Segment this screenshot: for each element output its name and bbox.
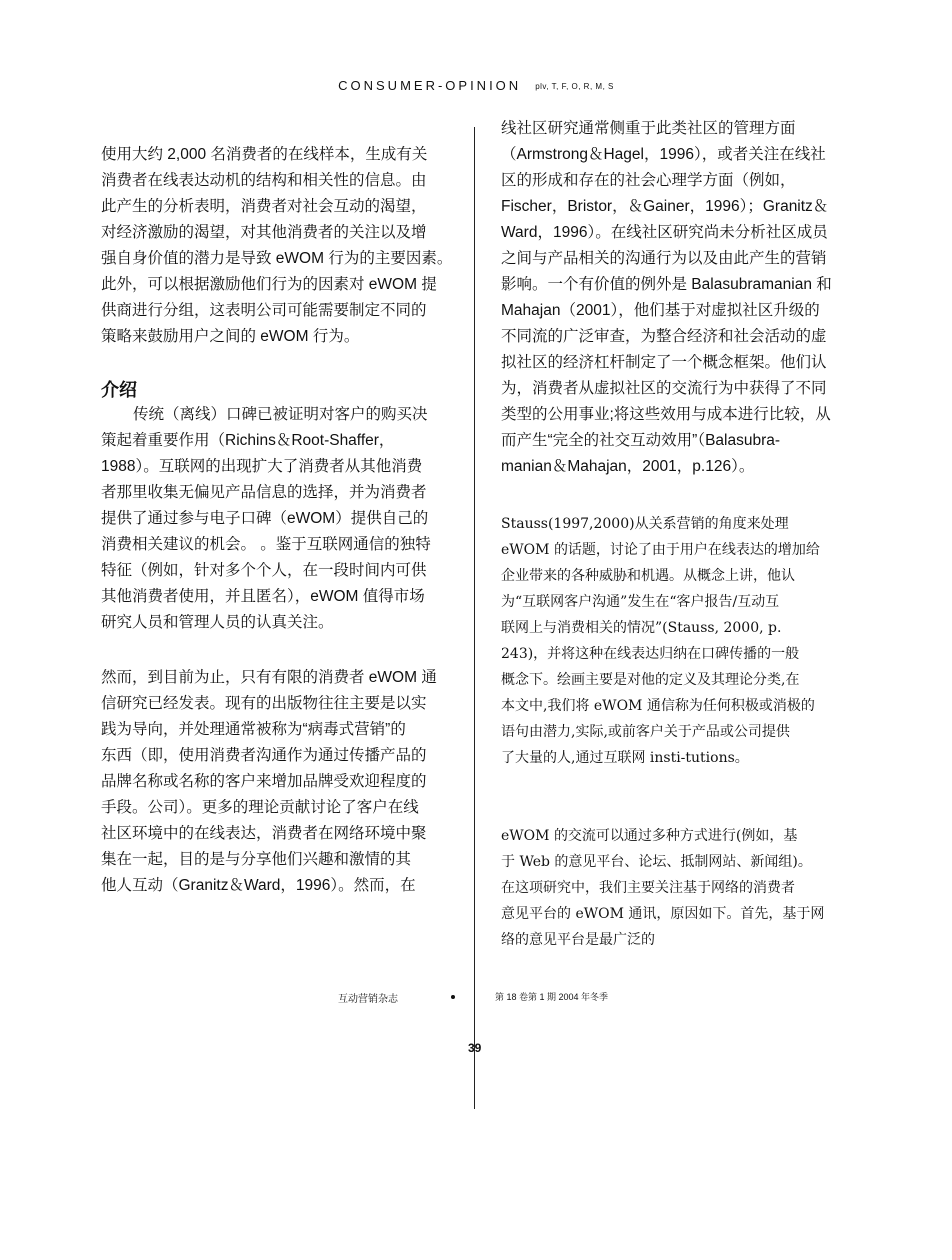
- text-line: 他人互动（Granitz＆Ward，1996）。然而，在: [101, 877, 416, 894]
- text-line: 特征（例如，针对多个个人，在一段时间内可供: [101, 562, 427, 579]
- text-line: 此产生的分析表明，消费者对社会互动的渴望，: [101, 198, 427, 215]
- running-header: [0, 78, 952, 93]
- text-line: Fischer，Bristor，＆Gainer，1996）；Granitz＆: [501, 198, 829, 215]
- text-line: 不同流的广泛审查，为整合经济和社会活动的虚: [501, 328, 827, 345]
- right-column-para-1: [501, 116, 832, 480]
- text-line: Ward，1996）。在线社区研究尚未分析社区成员: [501, 224, 828, 241]
- text-line: 企业带来的各种威胁和机遇。从概念上讲，他认: [501, 568, 795, 584]
- text-line: 此外，可以根据激励他们行为的因素对 eWOM 提: [101, 276, 437, 293]
- text-line: 信研究已经发表。现有的出版物往往主要是以实: [101, 695, 427, 712]
- section-heading: 介绍: [101, 380, 137, 401]
- text-line: 于 Web 的意见平台、论坛、抵制网站、新闻组)。: [501, 854, 812, 870]
- text-line: 意见平台的 eWOM 通讯，原因如下。首先，基于网: [501, 906, 825, 922]
- footer-issue: 第 18 卷第 1 期 2004 年冬季: [495, 992, 609, 1002]
- text-line: 之间与产品相关的沟通行为以及由此产生的营销: [501, 250, 827, 267]
- text-line: 传统（离线）口碑已被证明对客户的购买决: [133, 406, 428, 423]
- text-line: 供商进行分组，这表明公司可能需要制定不同的: [101, 302, 427, 319]
- text-line: 影响。一个有价值的例外是 Balasubramanian 和: [501, 276, 832, 293]
- text-line: 了大量的人,通过互联网 insti-tutions。: [501, 750, 749, 766]
- text-line: 类型的公用事业;将这些效用与成本进行比较，从: [501, 406, 831, 423]
- text-line: 使用大约 2,000 名消费者的在线样本，生成有关: [101, 146, 428, 163]
- text-line: 然而，到目前为止，只有有限的消费者 eWOM 通: [101, 669, 437, 686]
- text-line: 为，消费者从虚拟社区的交流行为中获得了不同: [501, 380, 827, 397]
- header-title: CONSUMER-OPINION: [338, 78, 522, 93]
- text-line: 在这项研究中，我们主要关注基于网络的消费者: [501, 880, 795, 896]
- text-line: Stauss(1997,2000)从关系营销的角度来处理: [501, 516, 789, 532]
- text-line: 研究人员和管理人员的认真关注。: [101, 614, 334, 631]
- column-divider: [474, 127, 475, 1109]
- right-column-para-3: [501, 823, 824, 953]
- text-line: 践为导向，并处理通常被称为“病毒式营销”的: [101, 721, 406, 738]
- left-column-para-3: [101, 665, 437, 899]
- text-line: 而产生“完全的社交互动效用”（Balasubra-: [501, 432, 781, 449]
- bullet-icon: [451, 995, 455, 999]
- text-line: 策略来鼓励用户之间的 eWOM 行为。: [101, 328, 360, 345]
- text-line: 品牌名称或名称的客户来增加品牌受欢迎程度的: [101, 773, 427, 790]
- text-line: 强自身价值的潜力是导致 eWOM 行为的主要因素。: [101, 250, 453, 267]
- text-line: 络的意见平台是最广泛的: [501, 932, 655, 948]
- text-line: 策起着重要作用（Richins＆Root-Shaffer，: [101, 432, 395, 449]
- text-line: 手段。公司）。更多的理论贡献讨论了客户在线: [101, 799, 419, 816]
- text-line: 语句由潜力,实际,或前客户关于产品或公司提供: [501, 724, 790, 740]
- text-line: eWOM 的交流可以通过多种方式进行(例如，基: [501, 828, 798, 844]
- text-line: 本文中,我们将 eWOM 通信称为任何积极或消极的: [501, 698, 815, 714]
- text-line: 概念下。绘画主要是对他的定义及其理论分类,在: [501, 672, 800, 688]
- text-line: 提供了通过参与电子口碑（eWOM）提供自己的: [101, 510, 429, 527]
- left-column-para-2: [101, 402, 431, 636]
- text-line: 者那里收集无偏见产品信息的选择，并为消费者: [101, 484, 427, 501]
- text-line: Mahajan（2001），他们基于对虚拟社区升级的: [501, 302, 820, 319]
- text-line: 拟社区的经济杠杆制定了一个概念框架。他们认: [501, 354, 827, 371]
- text-line: 社区环境中的在线表达，消费者在网络环境中聚: [101, 825, 427, 842]
- text-line: 为“互联网客户沟通”发生在“客户报告/互动互: [501, 594, 780, 610]
- page-number: 39: [468, 1041, 482, 1055]
- text-line: （Armstrong＆Hagel，1996），或者关注在线社: [501, 146, 826, 163]
- text-line: 线社区研究通常侧重于此类社区的管理方面: [501, 120, 796, 137]
- left-column-para-1: [101, 142, 452, 350]
- text-line: 对经济激励的渴望，对其他消费者的关注以及增: [101, 224, 427, 241]
- right-column-para-2: [501, 511, 820, 771]
- footer-journal: 互动营销杂志: [338, 994, 398, 1005]
- text-line: eWOM 的话题，讨论了由于用户在线表达的增加给: [501, 542, 820, 558]
- text-line: 联网上与消费相关的情况”(Stauss, 2000, p.: [501, 620, 782, 636]
- text-line: 集在一起，目的是与分享他们兴趣和激情的其: [101, 851, 412, 868]
- text-line: manian＆Mahajan，2001，p.126）。: [501, 458, 755, 475]
- text-line: 其他消费者使用，并且匿名），eWOM 值得市场: [101, 588, 425, 605]
- text-line: 消费者在线表达动机的结构和相关性的信息。由: [101, 172, 427, 189]
- text-line: 消费相关建议的机会。 。鉴于互联网通信的独特: [101, 536, 431, 553]
- header-code: plv, T, F, O, R, M, S: [535, 82, 614, 91]
- text-line: 1988）。互联网的出现扩大了消费者从其他消费: [101, 458, 423, 475]
- text-line: 东西（即，使用消费者沟通作为通过传播产品的: [101, 747, 427, 764]
- text-line: 243)，并将这种在线表达归纳在口碑传播的一般: [501, 646, 800, 662]
- text-line: 区的形成和存在的社会心理学方面（例如，: [501, 172, 796, 189]
